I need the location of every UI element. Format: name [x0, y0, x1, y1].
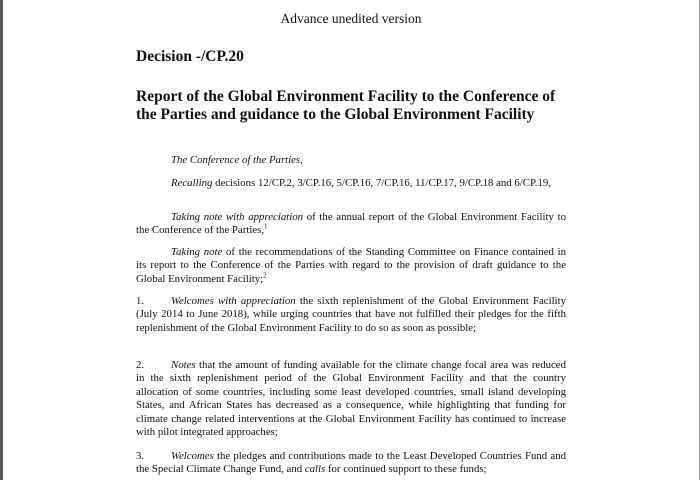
footnote-ref[interactable]: 1 [264, 222, 268, 231]
operative-text: that the amount of funding available for the climate change focal area was reduced in the sixth replenishment period of the Global Environment Facility and that the country allocation of some countries, including some least developed countries, small island developing States, and African States has decreased as a consequence, while highlighting that funding for climate change related interventions at the Global Environment Facility has continued to increase with pilot integrated approaches; [136, 359, 566, 439]
preamble-italic: The Conference of the Parties, [171, 154, 303, 166]
operative-text: the pledges and contributions made to the Least Developed Countries Fund and the Special Climate Change Fund, and [136, 450, 566, 476]
preamble-recalling [136, 177, 566, 190]
preamble-text: of the recommendations of the Standing Committee on Finance contained in its report to the Conference of the Parties with regard to the provision of draft guidance to the Global Environment Facility; [136, 246, 566, 285]
header-note: Advance unedited version [280, 11, 422, 26]
preamble-taking-note [136, 246, 566, 286]
operative-italic: calls [304, 463, 326, 476]
operative-paragraph-1 [136, 295, 566, 335]
paragraph-number: 2. [136, 359, 145, 371]
operative-text: for continued support to these funds; [325, 463, 487, 476]
operative-italic: Welcomes with appreciation [171, 295, 296, 307]
preamble-italic: Taking note [171, 246, 223, 258]
operative-paragraph-3 [136, 450, 566, 477]
operative-paragraph-2 [136, 359, 566, 439]
report-title: Report of the Global Environment Facility to the Conference of the Parties and guidance to the Global Environment Facility [136, 88, 556, 123]
preamble-text: of the annual report of the Global Environment Facility to the Conference of the Parties, [136, 211, 567, 237]
operative-text: the sixth replenishment of the Global Environment Facility (July 2014 to June 2018), while urging countries that have not fulfilled their pledges for the fifth replenishment of the Global Environment Facility to do so as soon as possible; [136, 295, 566, 334]
preamble-italic: Taking note with appreciation [171, 211, 304, 223]
operative-italic: Notes [171, 359, 196, 371]
footnote-ref[interactable]: 2 [263, 271, 267, 280]
paragraph-number: 1. [136, 295, 145, 307]
decision-title: Decision -/CP.20 [136, 48, 244, 65]
preamble-italic: Recalling [171, 177, 213, 189]
operative-italic: Welcomes [171, 450, 214, 462]
preamble-conference [136, 154, 566, 167]
paragraph-number: 3. [136, 450, 145, 462]
preamble-taking-note-appreciation [136, 211, 566, 238]
preamble-text: decisions 12/CP.2, 3/CP.16, 5/CP.16, 7/CP.16, 11/CP.17, 9/CP.18 and 6/CP.19, [212, 177, 551, 189]
